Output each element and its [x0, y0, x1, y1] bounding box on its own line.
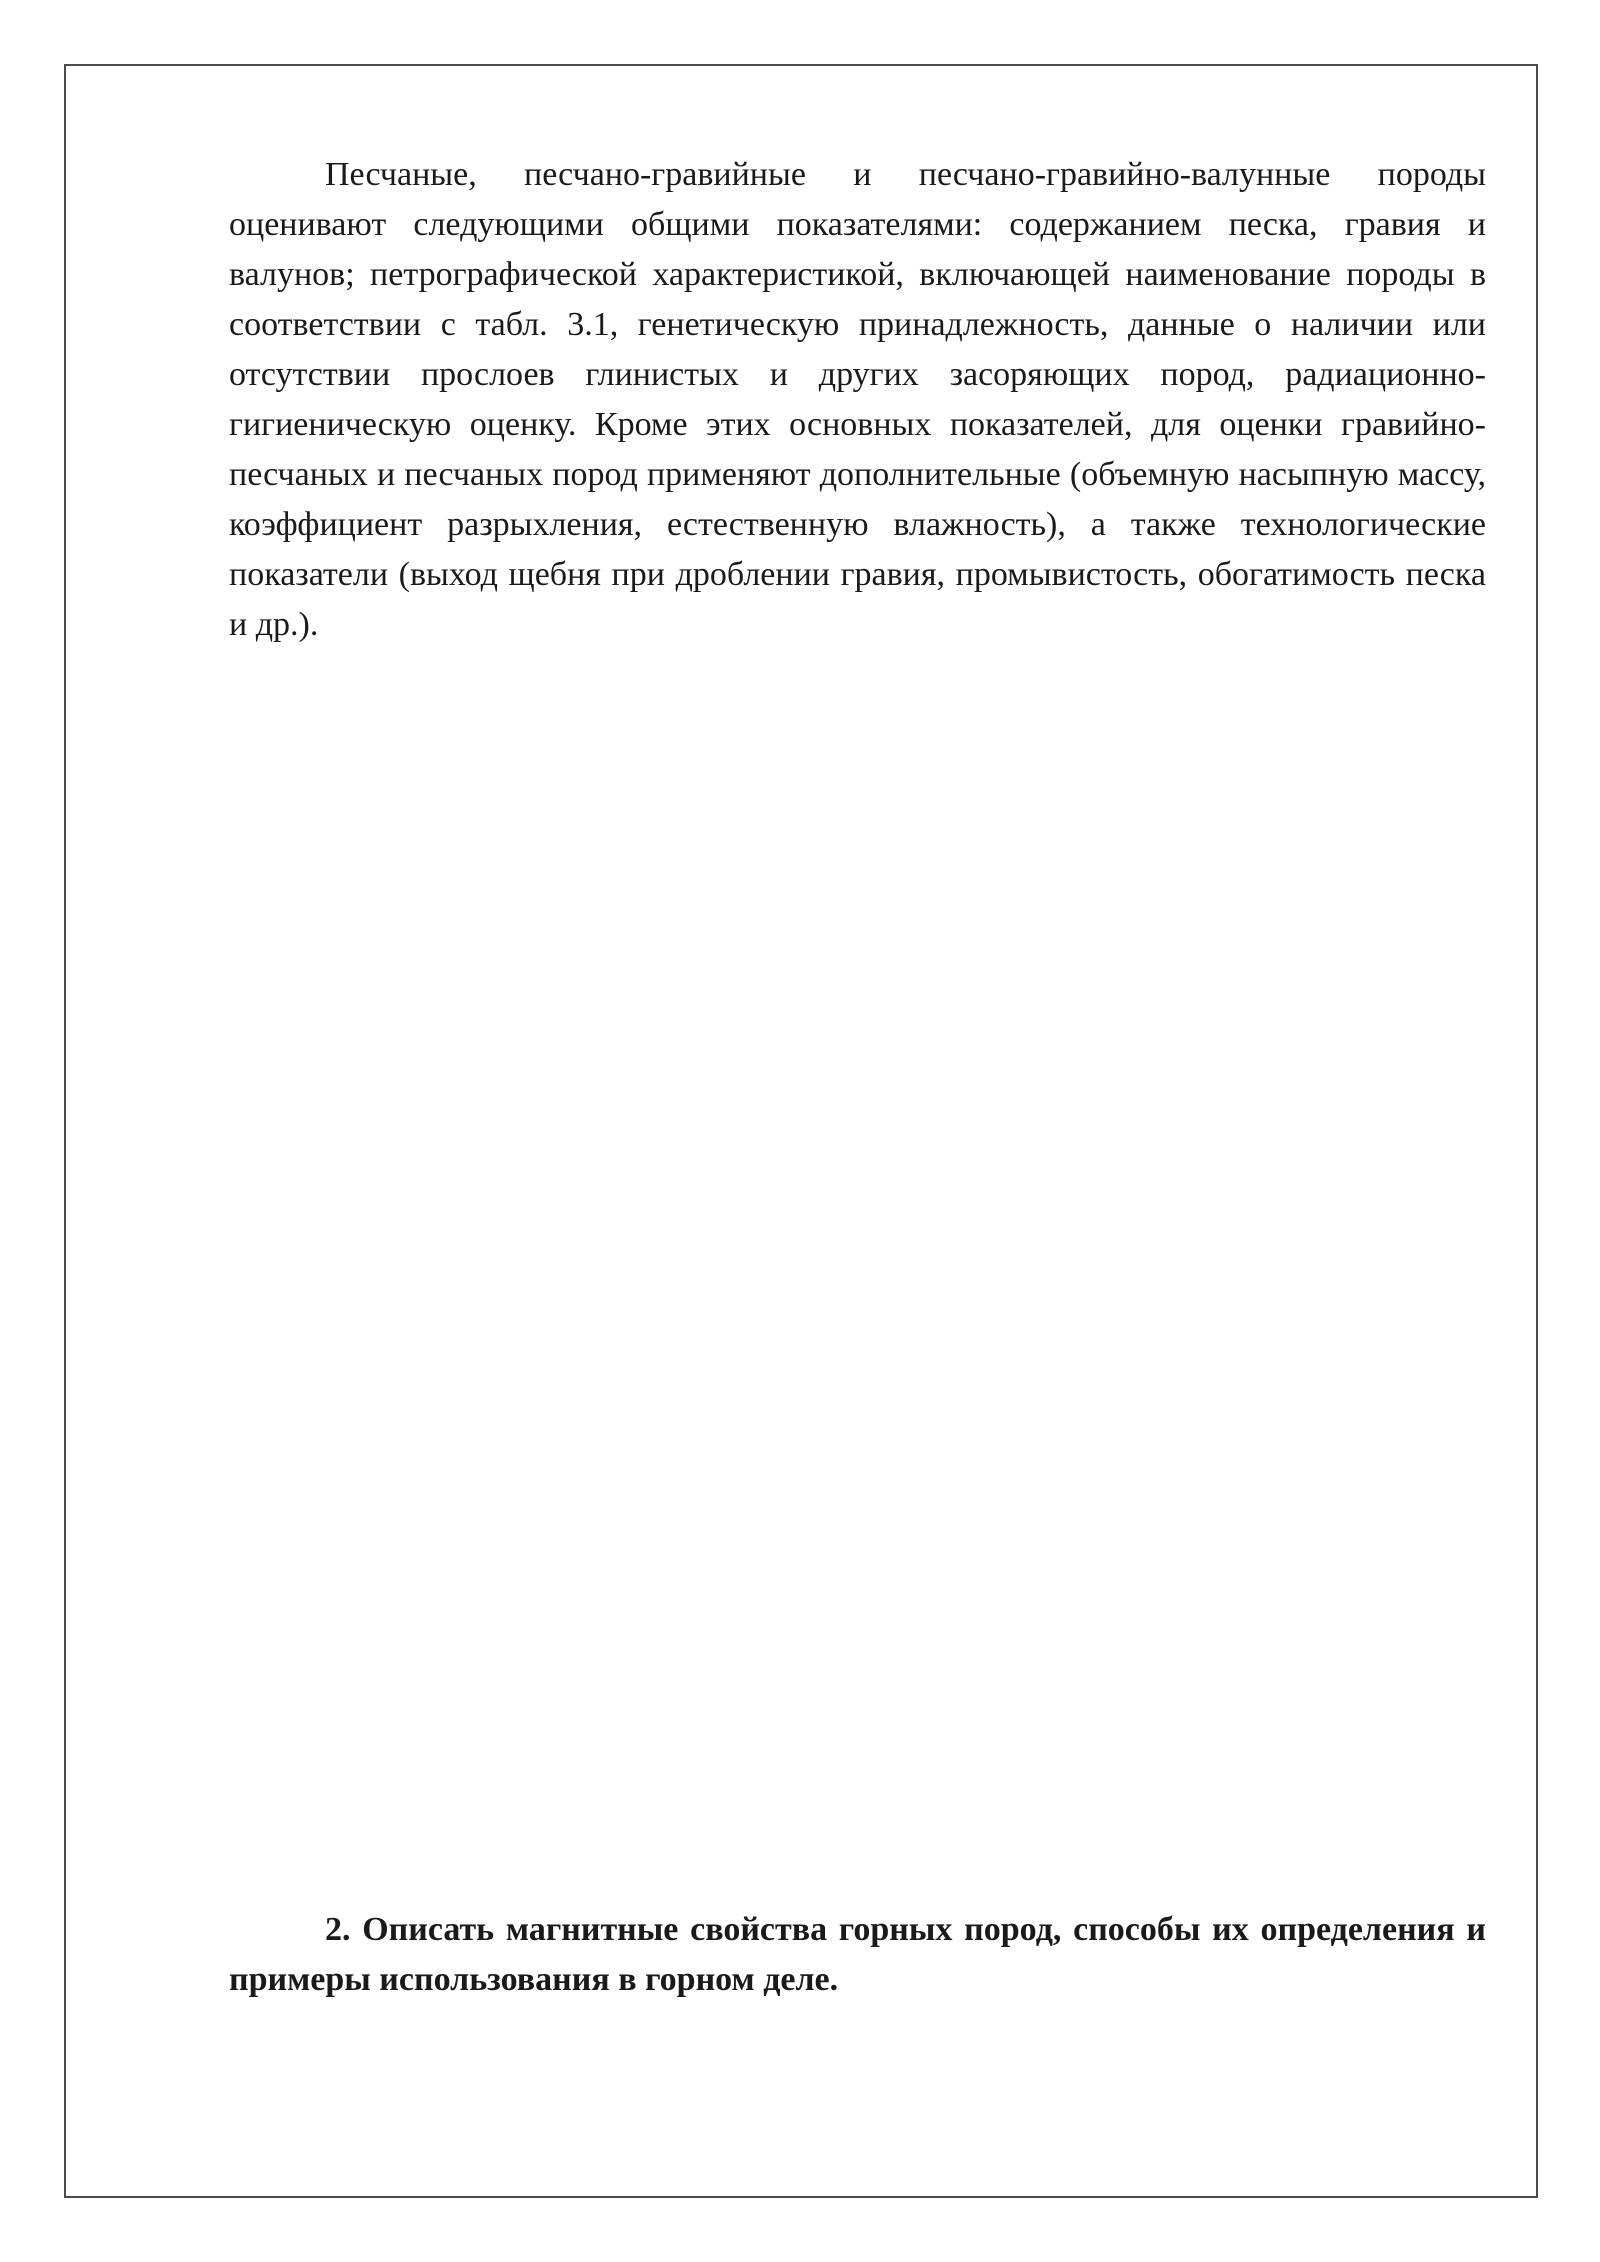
body-paragraph: Песчаные, песчано-гравийные и песчано-гравийно-валунные породы оценивают следующими общими показателями: содержанием песка, гравия и валунов; петрографической характеристикой, включающей наименование породы в соответствии с табл. 3.1, генетическую принадлежность, данные о наличии или отсутствии прослоев глинистых и других засоряющих пород, радиационно-гигиеническую оценку. Кроме этих основных показателей, для оценки гравийно-песчаных и песчаных пород применяют дополнительные (объемную насыпную массу, коэффициент разрыхления, естественную влажность), а также технологические показатели (выход щебня при дроблении гравия, промывистость, обогатимость песка и др.). — [229, 156, 1486, 643]
section-heading: 2. Описать магнитные свойства горных пород, способы их определения и примеры использования в горном деле. — [229, 1911, 1486, 1998]
